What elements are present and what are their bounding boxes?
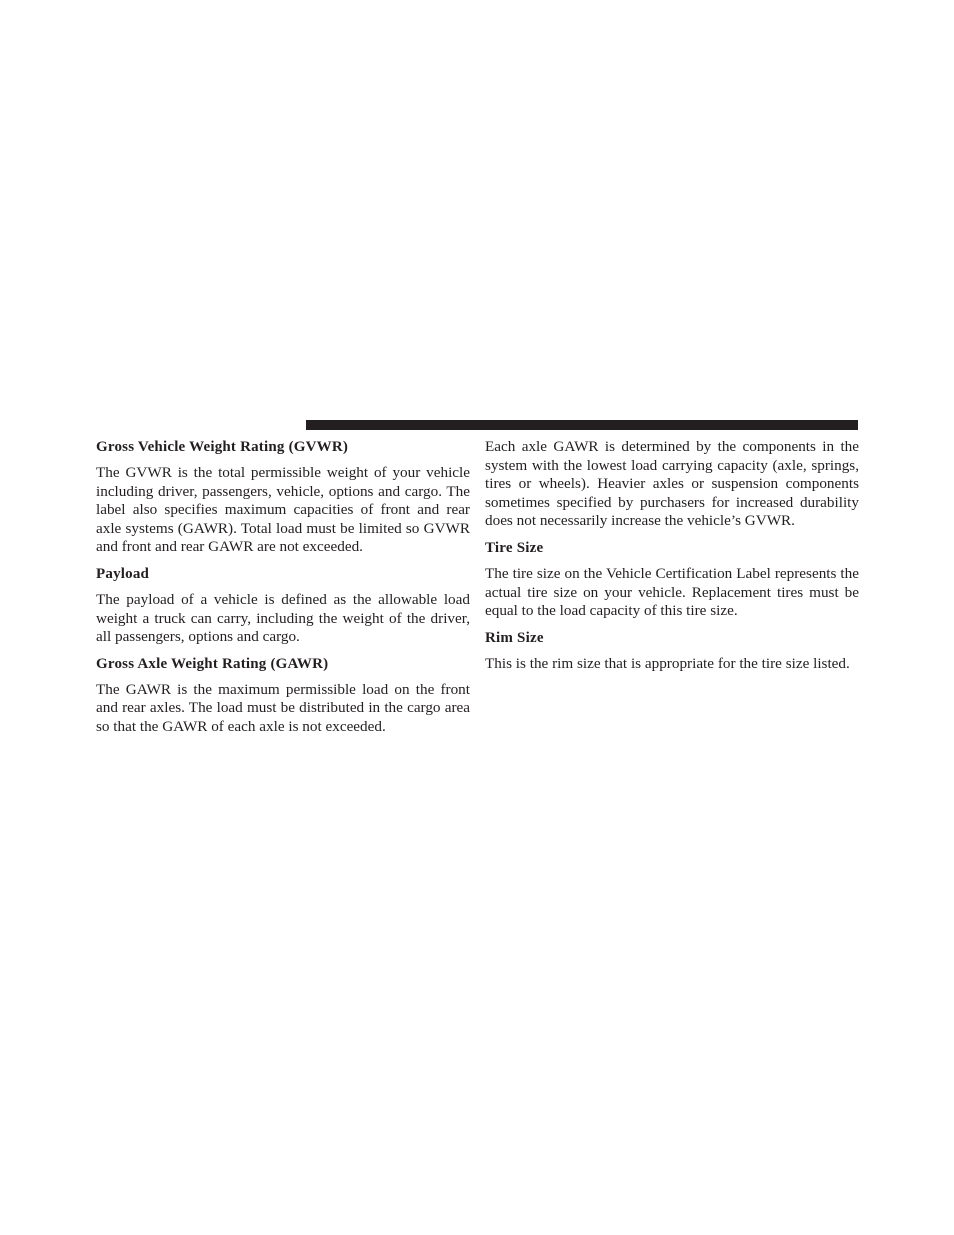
gvwr-heading: Gross Vehicle Weight Rating (GVWR) <box>96 439 349 455</box>
rim-size-paragraph: This is the rim size that is appropriate for the tire size listed. <box>485 654 850 672</box>
payload-heading: Payload <box>96 565 150 582</box>
tire-size-paragraph: The tire size on the Vehicle Certification Label represents the actual tire size on your vehicle. Replacement tires must be equal to the load capacity of this tire size. <box>485 564 859 620</box>
gvwr-paragraph: The GVWR is the total permissible weight of your vehicle including driver, passengers, vehicle, options and cargo. The label also specifies maximum capacities of front and rear axle systems (GAWR). Total load must be limited so GVWR and front and rear GAWR are not exceeded. <box>96 464 470 556</box>
axle-gawr-paragraph: Each axle GAWR is determined by the components in the system with the lowest load carrying capacity (axle, springs, tires or wheels). Heavier axles or suspension components sometimes specified by purchasers for increased durability does not necessarily increase the vehicle’s GVWR. <box>485 438 859 530</box>
payload-paragraph: The payload of a vehicle is defined as the allowable load weight a truck can carry, including the weight of the driver, all passengers, options and cargo. <box>96 590 470 646</box>
right-column <box>485 438 859 681</box>
gawr-paragraph: The GAWR is the maximum permissible load on the front and rear axles. The load must be distributed in the cargo area so that the GAWR of each axle is not exceeded. <box>96 680 470 735</box>
gawr-heading: Gross Axle Weight Rating (GAWR) <box>96 655 329 672</box>
left-column <box>96 438 470 745</box>
tire-size-heading: Tire Size <box>485 539 544 556</box>
section-header-bar <box>306 420 858 430</box>
rim-size-heading: Rim Size <box>485 629 544 646</box>
